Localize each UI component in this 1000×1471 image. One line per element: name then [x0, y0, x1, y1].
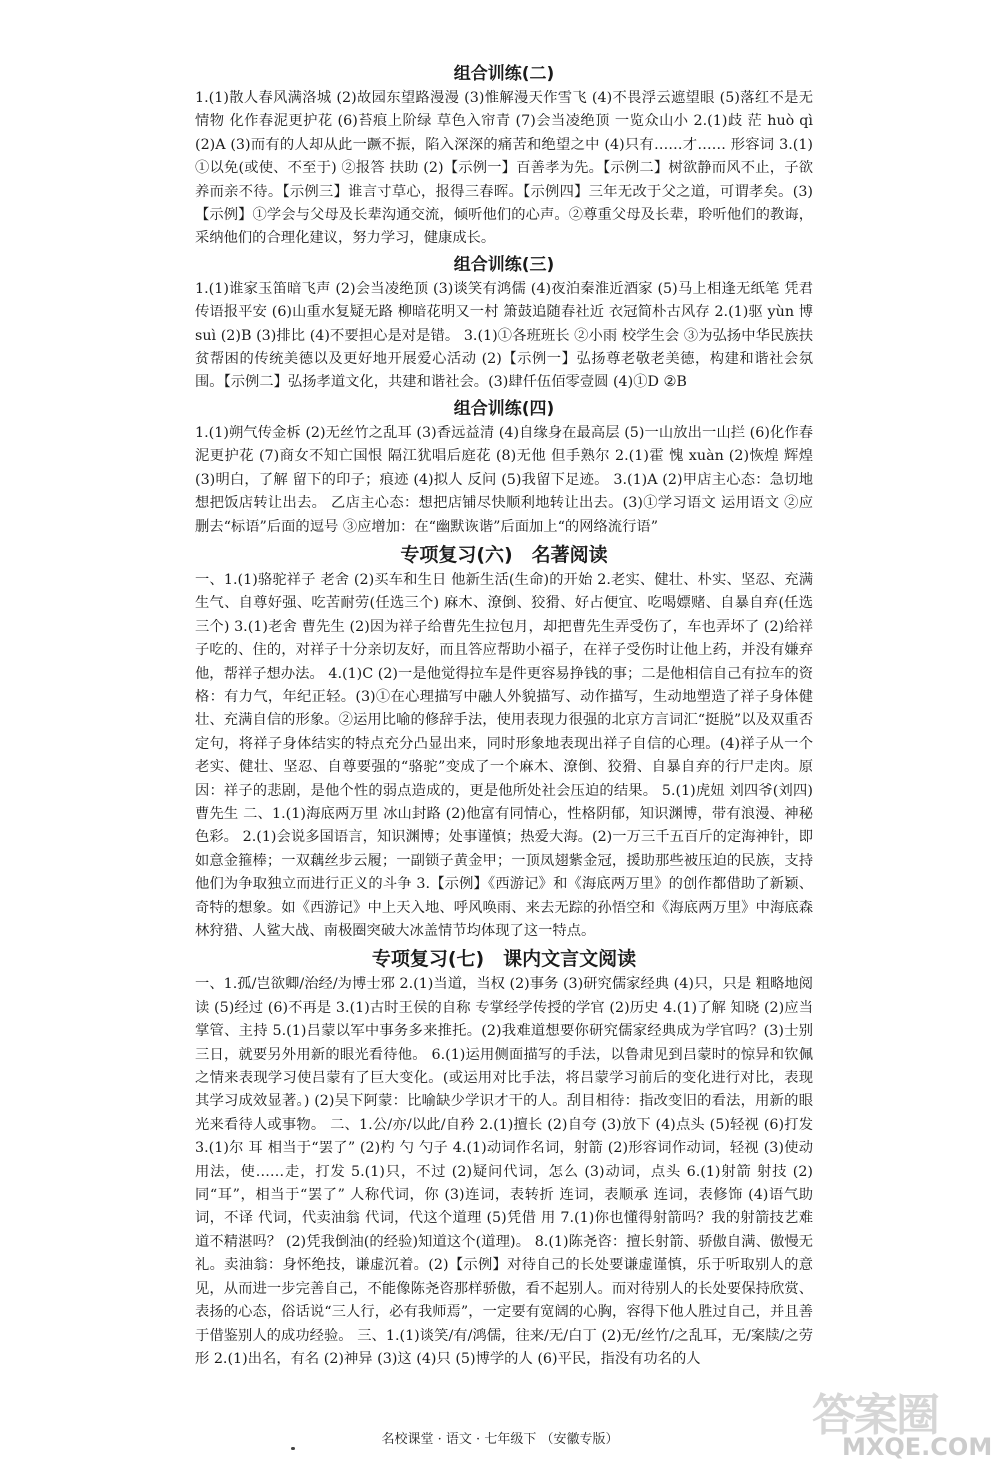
section-answers: 1.(1)散人春风满洛城 (2)故园东望路漫漫 (3)惟解漫天作雪飞 (4)不畏浮云遮望眼 (5)落红不是无情物 化作春泥更护花 (6)苔痕上阶绿 草色入帘青 (7)会当凌绝顶 一览众山小 2.(1)歧 茫 huò qì (2)A (3)而有的人却从此一蹶不振，陷入深深的痛苦和绝望之中 (4)只有……才…… 形容词 3.(1)①以免(或使、不至于) ②报答 扶助 (2)【示例一】百善孝为先。【示例二】树欲静而风不止，子欲养而亲不待。【示例三】谁言寸草心，报得三春晖。【示例四】三年无改于父之道，可谓孝矣。(3)【示例】①学会与父母及长辈沟通交流，倾听他们的心声。②尊重父母及长辈，聆听他们的教诲，采纳他们的合理化建议，努力学习，健康成长。 — [195, 90, 813, 247]
section-title: 组合训练(三) — [453, 254, 555, 275]
scan-speck — [291, 1447, 295, 1450]
section-title: 专项复习(七) 课内文言文阅读 — [371, 948, 637, 971]
section-title: 专项复习(六) 名著阅读 — [400, 543, 608, 566]
section-zuhe-3 — [195, 253, 813, 395]
watermark-url: MXQE.COM — [842, 1433, 993, 1461]
watermark-logo — [812, 1379, 993, 1465]
section-answers: 1.(1)谁家玉笛暗飞声 (2)会当凌绝顶 (3)谈笑有鸿儒 (4)夜泊秦淮近酒家 (5)马上相逢无纸笔 凭君传语报平安 (6)山重水复疑无路 柳暗花明又一村 箫鼓追随春社近 衣冠简朴古风存 2.(1)驱 yùn 博 suì (2)B (3)排比 (4)不要担心是对是错。 3.(1)①各班班长 ②小雨 校学生会 ③为弘扬中华民族扶贫帮困的传统美德以及更好地开展爱心活动 (2)【示例一】弘扬尊老敬老美德，构建和谐社会氛围。【示例二】弘扬孝道文化，共建和谐社会。(3)肆仟伍佰零壹圆 (4)①D ②B — [195, 280, 813, 391]
answer-page — [195, 60, 813, 1371]
section-review-7 — [195, 945, 813, 1371]
section-title: 组合训练(二) — [453, 64, 555, 84]
section-title: 组合训练(四) — [453, 398, 555, 419]
watermark-logo-text: 答案圈 — [812, 1390, 938, 1441]
section-review-6 — [195, 541, 813, 944]
section-answers: 一、1.(1)骆驼祥子 老舍 (2)买车和生日 他新生活(生命)的开始 2.老实、健壮、朴实、坚忍、充满生气、自尊好强、吃苦耐劳(任选三个) 麻木、潦倒、狡猾、好占便宜、吃喝嫖赌、自暴自弃(任选三个) 3.(1)老舍 曹先生 (2)因为祥子给曹先生拉包月，却把曹先生弄受伤了，车也弄坏了 (2)给祥子吃的、住的，对祥子十分亲切友好，而且答应帮助小福子，在祥子受伤时让他上药，并没有嫌弃他，帮祥子想办法。 4.(1)C (2)一是他觉得拉车是件更容易挣钱的事；二是他相信自己有拉车的资格：有力气，年纪正轻。(3)①在心理描写中融人外貌描写、动作描写，生动地塑造了祥子身体健壮、充满自信的形象。②运用比喻的修辞手法，使用表现力很强的北京方言词汇“挺脱”以及双重否定句，将祥子身体结实的特点充分凸显出来，同时形象地表现出祥子自信的心理。(4)祥子从一个老实、健壮、坚忍、自尊要强的“骆驼”变成了一个麻木、潦倒、狡猾、自暴自弃的行尸走肉。原因：祥子的悲剧，是他个性的弱点造成的，更是他所处社会压迫的结果。 5.(1)虎妞 刘四爷(刘四) 曹先生 二、1.(1)海底两万里 冰山封路 (2)他富有同情心，性格阴郁，知识渊博，带有浪漫、神秘色彩。 2.(1)会说多国语言，知识渊博；处事谨慎；热爱大海。(2)一万三千五百斤的定海神针，即如意金箍棒；一双藕丝步云履；一副锁子黄金甲；一顶凤翅紫金冠，援助那些被压迫的民族，支持他们为争取独立而进行正义的斗争 3.【示例】《西游记》和《海底两万里》的创作都借助了新颖、奇特的想象。如《西游记》中上天入地、呼风唤雨、来去无踪的孙悟空和《海底两万里》中海底森林狩猎、人鲨大战、南极圈突破大冰盖情节均体现了这一特点。 — [195, 571, 813, 939]
section-zuhe-2 — [195, 62, 813, 251]
page-footer: 名校课堂 · 语文 · 七年级下 （安徽专版） — [381, 1432, 619, 1447]
section-zuhe-4 — [195, 397, 813, 539]
section-answers: 一、1.孤/岂欲卿/治经/为博士邪 2.(1)当道，当权 (2)事务 (3)研究儒家经典 (4)只，只是 粗略地阅读 (5)经过 (6)不再是 3.(1)古时王侯的自称 专掌经学传授的学官 (2)历史 4.(1)了解 知晓 (2)应当 掌管、主持 5.(1)吕蒙以军中事务多来推托。(2)我难道想要你研究儒家经典成为学官吗？(3)士别三日，就要另外用新的眼光看待他。 6.(1)运用侧面描写的手法，以鲁肃见到吕蒙时的惊异和钦佩之情来表现学习使吕蒙有了巨大变化。(或运用对比手法，将吕蒙学习前后的变化进行对比，表现其学习成效显著。) (2)吴下阿蒙：比喻缺少学识才干的人。刮目相待：指改变旧的看法，用新的眼光来看待人或事物。 二、1.公/亦/以此/自矜 2.(1)擅长 (2)自夸 (3)放下 (4)点头 (5)轻视 (6)打发 3.(1)尔 耳 相当于“罢了” (2)杓 勺 勺子 4.(1)动词作名词，射箭 (2)形容词作动词，轻视 (3)使动用法，使……走，打发 5.(1)只，不过 (2)疑问代词，怎么 (3)动词，点头 6.(1)射箭 射技 (2)同“耳”，相当于“罢了” 人称代词，你 (3)连词，表转折 连词，表顺承 连词，表修饰 (4)语气助词，不译 代词，代卖油翁 代词，代这个道理 (5)凭借 用 7.(1)你也懂得射箭吗？我的射箭技艺难道不精湛吗？ (2)凭我倒油(的经验)知道这个(道理)。 8.(1)陈尧咨：擅长射箭、骄傲自满、傲慢无礼。卖油翁：身怀绝技，谦虚沉着。(2)【示例】对待自己的长处要谦虚谨慎，乐于听取别人的意见，从而进一步完善自己，不能像陈尧咨那样骄傲，看不起别人。而对待别人的长处要保持欣赏、表扬的心态，俗话说“三人行，必有我师焉”，一定要有宽阔的心胸，容得下他人胜过自己，并且善于借鉴别人的成功经验。 三、1.(1)谈笑/有/鸿儒，往来/无/白丁 (2)无/丝竹/之乱耳，无/案牍/之劳形 2.(1)出名，有名 (2)神异 (3)这 (4)只 (5)博学的人 (6)平民，指没有功名的人 — [195, 976, 813, 1367]
section-answers: 1.(1)朔气传金柝 (2)无丝竹之乱耳 (3)香远益清 (4)自缘身在最高层 (5)一山放出一山拦 (6)化作春泥更护花 (7)商女不知亡国恨 隔江犹唱后庭花 (8)无他 但手熟尔 2.(1)霍 愧 xuàn (2)恢煌 辉煌 (3)明白，了解 留下的印子；痕迹 (4)拟人 反问 (5)我留下足迹。 3.(1)A (2)甲店主心态：急切地想把饭店转让出去。 乙店主心态：想把店铺尽快顺利地转让出去。(3)①学习语文 运用语文 ②应删去“标语”后面的逗号 ③应增加：在“幽默诙谐”后面加上“的网络流行语” — [195, 424, 813, 535]
